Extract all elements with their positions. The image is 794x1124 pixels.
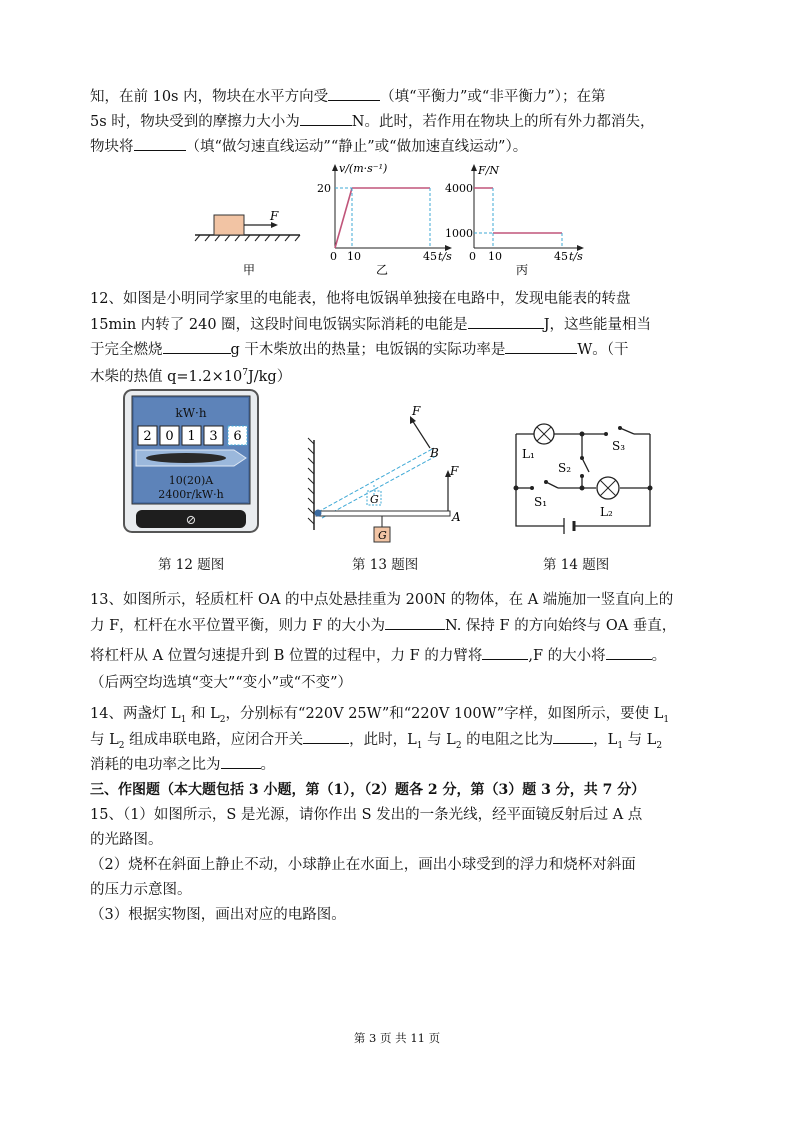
- switch-label: S₂: [558, 461, 572, 475]
- t-tick: 10: [488, 250, 502, 263]
- answer-blank[interactable]: [468, 314, 544, 329]
- meter-unit: kW·h: [175, 406, 207, 420]
- block-diagram: [195, 209, 300, 241]
- t-tick: 45: [423, 250, 437, 263]
- figure-caption: 乙: [376, 263, 389, 277]
- q15-line3: （2）烧杯在斜面上静止不动，小球静止在水面上，画出小球受到的浮力和烧杯对斜面: [90, 857, 636, 873]
- answer-blank[interactable]: [328, 86, 380, 101]
- figure-caption: 甲: [243, 263, 256, 277]
- q12-line3: 于完全燃烧 g 干木柴放出的热量；电饭锅的实际功率是 W。（干: [90, 339, 629, 360]
- meter-digit: 3: [209, 429, 218, 444]
- q14-line2: 与 $L_2$ 组成串联电路，应闭合开关 ，此时，$L_1$ 与 $L_2$ 的电阻之比为 ，$L_1$ 与 $L_2$: [90, 729, 662, 756]
- force-label: F: [412, 404, 421, 418]
- q15-line5: （3）根据实物图，画出对应的电路图。: [90, 907, 346, 923]
- answer-blank[interactable]: [505, 339, 577, 354]
- meter-digit: 6: [233, 429, 242, 444]
- meter-digit: 1: [187, 429, 196, 444]
- force-label: F: [270, 209, 279, 223]
- page-footer: 第 3 页 共 11 页: [353, 1031, 441, 1045]
- weight-label: G: [378, 529, 387, 542]
- point-label: A: [452, 510, 461, 524]
- lamp-label: L₂: [600, 505, 613, 519]
- t-tick: 0: [469, 250, 476, 263]
- t-tick: 0: [330, 250, 337, 263]
- figure-caption: 丙: [516, 263, 529, 277]
- pivot: [315, 510, 322, 517]
- switch-label: S₁: [534, 495, 548, 509]
- f-axis-label: F/N: [478, 164, 499, 177]
- answer-blank[interactable]: [300, 111, 352, 126]
- answer-blank[interactable]: [385, 615, 445, 630]
- meter-constant: 2400r/kW·h: [158, 488, 224, 501]
- figure-11: [190, 160, 590, 285]
- weight-label: G: [370, 493, 379, 506]
- circuit-figure: [508, 420, 658, 545]
- v-tick: 20: [317, 182, 331, 195]
- q11-line1: 知，在前 10s 内，物块在水平方向受 （填“平衡力”或“非平衡力”）；在第: [90, 86, 606, 107]
- f-tick: 4000: [445, 182, 473, 195]
- f-tick: 1000: [445, 227, 473, 240]
- lever-figure: [300, 400, 480, 545]
- block: [214, 215, 244, 235]
- v-axis-label: v/(m·s⁻¹): [339, 162, 388, 175]
- answer-blank[interactable]: [303, 729, 349, 744]
- answer-blank[interactable]: [553, 729, 593, 744]
- answer-blank[interactable]: [482, 645, 528, 660]
- figure-caption: 第 14 题图: [543, 557, 610, 573]
- lamp-label: L₁: [522, 447, 535, 461]
- lever-position-b: [318, 448, 436, 518]
- t-axis-label: t/s: [569, 250, 583, 263]
- lamp-icon: [597, 477, 619, 499]
- point-label: B: [430, 446, 439, 460]
- switch-label: S₃: [612, 439, 626, 453]
- q13-line4: （后两空均选填“变大”“变小”或“不变”）: [90, 675, 352, 691]
- t-axis-label: t/s: [438, 250, 452, 263]
- velocity-time-graph: [317, 162, 452, 277]
- lamp-icon: [534, 424, 554, 444]
- answer-blank[interactable]: [134, 136, 186, 151]
- t-tick: 10: [347, 250, 361, 263]
- force-time-graph: [445, 164, 584, 277]
- knob-icon: ⊘: [185, 513, 197, 528]
- figure-caption: 第 12 题图: [158, 557, 225, 573]
- t-tick: 45: [554, 250, 568, 263]
- meter-rating: 10(20)A: [168, 474, 214, 487]
- answer-blank[interactable]: [221, 754, 261, 769]
- rotating-disc-icon: [136, 450, 246, 466]
- q12-line1: 12、如图是小明同学家里的电能表，他将电饭锅单独接在电路中，发现电能表的转盘: [90, 291, 631, 307]
- q15-line4: 的压力示意图。: [90, 882, 192, 898]
- lever-bar: [316, 511, 450, 516]
- figure-caption: 第 13 题图: [352, 557, 419, 573]
- section-title: 三、作图题（本大题包括 3 小题，第（1），（2）题各 2 分，第（3）题 3 分，共 7 分）: [90, 782, 646, 798]
- q13-line1: 13、如图所示，轻质杠杆 OA 的中点处悬挂重为 200N 的物体，在 A 端施加一竖直向上的: [90, 592, 674, 608]
- meter-digit: 0: [165, 429, 174, 444]
- meter-digits: [138, 426, 247, 445]
- q12-line4: 木柴的热值 $q=1.2\times 10^7J/kg$）: [90, 368, 292, 385]
- q11-line3: 物块将 （填“做匀速直线运动”“静止”或“做加速直线运动”）。: [90, 136, 527, 157]
- q12-line2: 15min 内转了 240 圈，这段时间电饭锅实际消耗的电能是 J，这些能量相当: [90, 314, 651, 335]
- q13-line3: 将杠杆从 A 位置匀速提升到 B 位置的过程中，力 F 的力臂将 ,F 的大小将 。: [90, 645, 666, 666]
- meter-digit: 2: [143, 429, 152, 444]
- q14-line1: 14、两盏灯 $L_1$ 和 $L_2$，分别标有“220V 25W”和“220V 100W”字样，如图所示，要使 $L_1$: [90, 706, 670, 725]
- q14-line3: 消耗的电功率之比为 。: [90, 754, 275, 775]
- electric-meter-figure: [122, 388, 262, 538]
- answer-blank[interactable]: [606, 645, 652, 660]
- answer-blank[interactable]: [163, 339, 231, 354]
- q11-line2: 5s 时，物块受到的摩擦力大小为 N。此时，若作用在物块上的所有外力都消失，: [90, 111, 654, 132]
- q15-line2: 的光路图。: [90, 832, 163, 848]
- battery-icon: [564, 518, 574, 534]
- q15-line1: 15、（1）如图所示，S 是光源，请你作出 S 发出的一条光线，经平面镜反射后过 A 点: [90, 807, 643, 823]
- force-label: F: [450, 464, 459, 478]
- q13-line2: 力 F，杠杆在水平位置平衡，则力 F 的大小为 N. 保持 F 的方向始终与 OA 垂直，: [90, 615, 676, 636]
